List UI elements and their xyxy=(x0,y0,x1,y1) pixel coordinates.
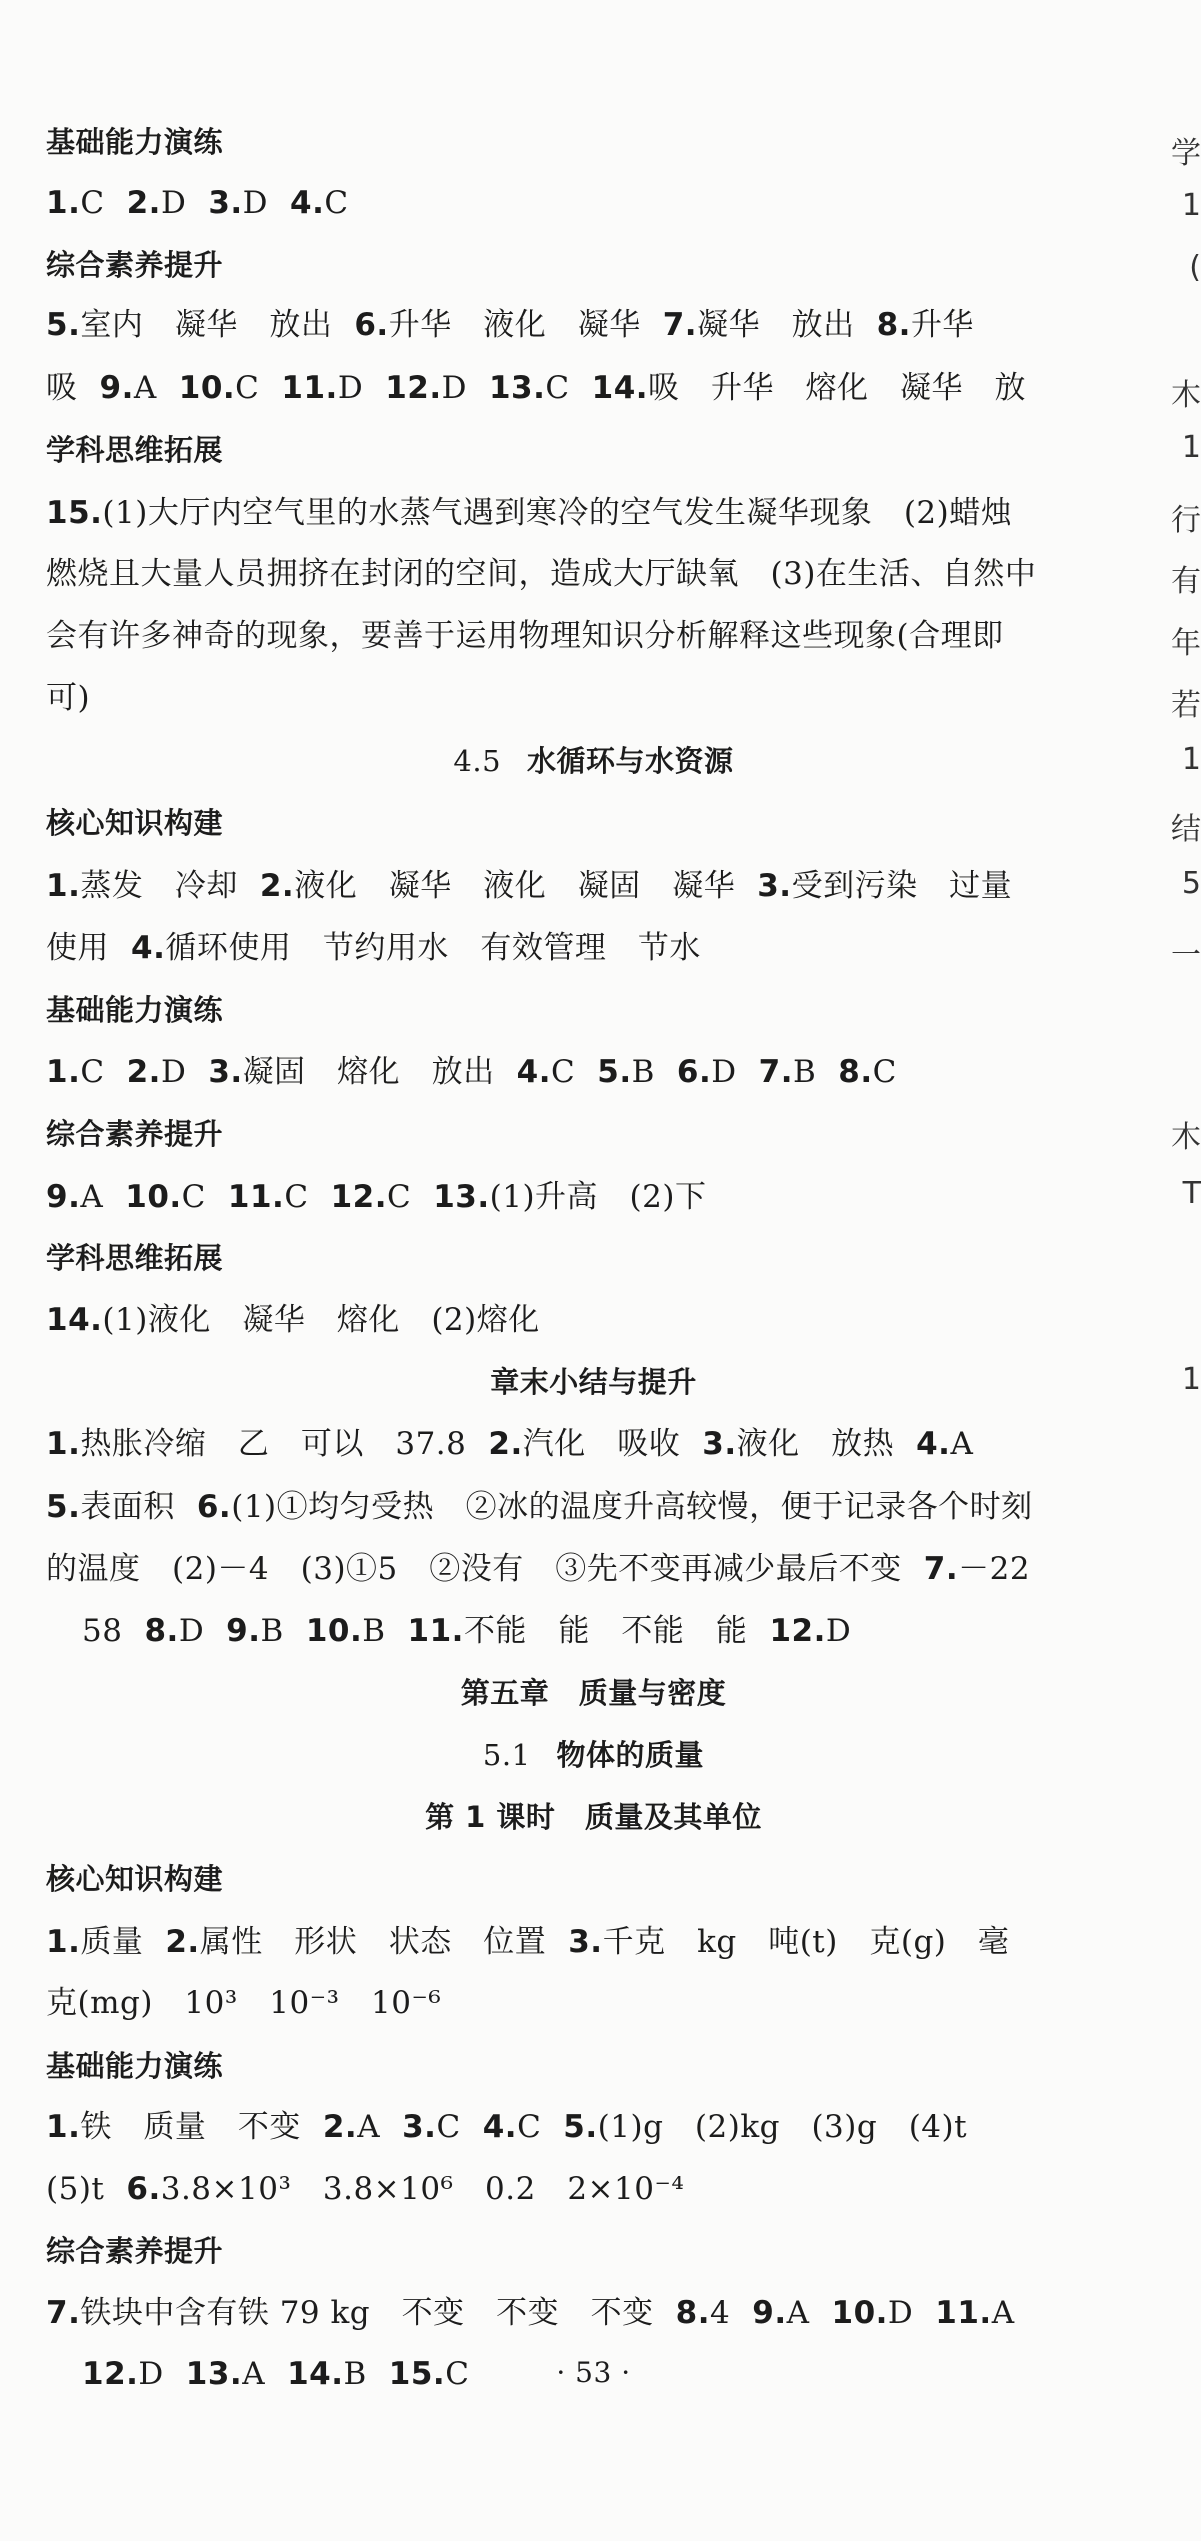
answer-text: A xyxy=(357,2109,381,2145)
answer-text: B xyxy=(631,1054,655,1090)
edge-glyph: 一 xyxy=(1171,938,1201,973)
answer-item xyxy=(832,2295,914,2331)
answer-item xyxy=(127,1054,187,1090)
answer-item xyxy=(402,2109,461,2145)
edge-glyph: 学 xyxy=(1171,136,1201,171)
answer-text: D xyxy=(160,1054,187,1090)
question-number: 6. xyxy=(126,2171,161,2207)
answer-text: 室内 凝华 放出 xyxy=(80,307,333,343)
edge-glyph: 1 xyxy=(1181,1362,1201,1397)
question-number: 9. xyxy=(46,1179,81,1215)
edge-glyph: 1 xyxy=(1181,742,1201,777)
answer-item xyxy=(663,307,855,343)
answer-text: 3.8×10³ 3.8×10⁶ 0.2 2×10⁻⁴ xyxy=(160,2171,685,2207)
answer-item xyxy=(208,185,268,221)
answer-item xyxy=(677,1054,737,1090)
question-number: 4. xyxy=(482,2109,518,2145)
question-number: 7. xyxy=(758,1054,793,1090)
answer-text: 吸 xyxy=(46,370,78,406)
question-number: 1. xyxy=(46,1054,81,1090)
answer-text: 升华 液化 凝华 xyxy=(388,307,641,343)
lesson-title xyxy=(0,741,1187,781)
answer-item xyxy=(488,1426,680,1462)
question-number: 8. xyxy=(144,1613,179,1649)
question-number: 8. xyxy=(838,1054,873,1090)
answer-item xyxy=(46,2109,301,2145)
answer-text: A xyxy=(242,2356,266,2392)
answer-text: 4 xyxy=(710,2295,731,2331)
lesson-title-text: 水循环与水资源 xyxy=(527,744,734,778)
answer-line xyxy=(46,2169,706,2209)
answer-text: C xyxy=(235,370,260,406)
answer-item xyxy=(46,370,78,406)
answer-text: 升华 xyxy=(910,307,974,343)
answer-text: A xyxy=(950,1426,974,1462)
answer-line xyxy=(46,554,1058,594)
answer-text: 质量 xyxy=(80,1924,144,1960)
answer-text: D xyxy=(441,370,467,406)
question-number: 1. xyxy=(46,1924,81,1960)
question-number: 9. xyxy=(752,2295,787,2331)
answer-line xyxy=(46,1052,919,1092)
answer-text: 热胀冷缩 乙 可以 37.8 xyxy=(80,1426,467,1462)
answer-item xyxy=(46,1489,175,1525)
answer-item xyxy=(46,1426,466,1462)
question-number: 10. xyxy=(831,2295,888,2331)
question-number: 7. xyxy=(662,307,698,343)
answer-text: 液化 放热 xyxy=(736,1426,895,1462)
answer-item xyxy=(127,185,187,221)
answer-line xyxy=(46,1424,995,1464)
answer-text: D xyxy=(160,185,187,221)
question-number: 2. xyxy=(126,185,161,221)
section-heading: 核心知识构建 xyxy=(46,806,224,840)
edge-glyph: 1 xyxy=(1181,188,1201,223)
question-number: 5. xyxy=(46,1489,81,1525)
answer-text: 会有许多神奇的现象，要善于运用物理知识分析解释这些现象(合理即 xyxy=(46,618,1004,654)
answer-text: 凝固 熔化 放出 xyxy=(242,1054,495,1090)
question-number: 1. xyxy=(46,868,81,904)
answer-line xyxy=(46,1983,463,2023)
section-heading: 综合素养提升 xyxy=(46,248,224,282)
section-heading: 学科思维拓展 xyxy=(46,1241,224,1275)
answer-item xyxy=(46,1054,105,1090)
answer-text: D xyxy=(138,2356,164,2392)
answer-text: A xyxy=(133,370,157,406)
question-number: 1. xyxy=(46,185,81,221)
answer-text: C xyxy=(80,185,105,221)
answer-text: D xyxy=(825,1613,852,1649)
lesson-title-text: 章末小结与提升 xyxy=(490,1365,697,1399)
question-number: 6. xyxy=(676,1054,712,1090)
answer-line xyxy=(46,1300,562,1340)
answer-text: 58 xyxy=(82,1613,123,1649)
answer-item xyxy=(916,1426,973,1462)
question-number: 12. xyxy=(385,370,442,406)
edge-glyph: 木 xyxy=(1171,378,1201,413)
answer-item xyxy=(46,2295,654,2331)
answer-item xyxy=(46,2171,104,2207)
answer-text: 不能 能 不能 能 xyxy=(463,1613,748,1649)
answer-text: (1)升高 (2)下 xyxy=(489,1179,707,1215)
question-number: 11. xyxy=(227,1179,285,1215)
answer-text: 可) xyxy=(46,680,91,716)
answer-item xyxy=(752,2295,809,2331)
answer-text: (1)①均匀受热 ②冰的温度升高较慢，便于记录各个时刻 xyxy=(231,1489,1033,1525)
answer-text: C xyxy=(80,1054,105,1090)
answer-item xyxy=(306,1613,386,1649)
question-number: 12. xyxy=(330,1179,387,1215)
answer-item xyxy=(924,1551,1030,1587)
answer-text: 千克 kg 吨(t) 克(g) 毫 xyxy=(602,1924,1010,1960)
answer-text: 使用 xyxy=(46,930,109,966)
question-number: 8. xyxy=(675,2295,711,2331)
answer-text: B xyxy=(260,1613,284,1649)
lesson-title xyxy=(0,1362,1187,1402)
answer-text: 循环使用 节约用水 有效管理 节水 xyxy=(165,930,701,966)
question-number: 6. xyxy=(196,1489,232,1525)
answer-text: C xyxy=(324,185,349,221)
answer-line xyxy=(46,866,1034,906)
answer-text: 蒸发 冷却 xyxy=(80,868,238,904)
answer-item xyxy=(331,1179,412,1215)
question-number: 14. xyxy=(591,370,649,406)
answer-item xyxy=(281,370,363,406)
answer-item xyxy=(323,2109,380,2145)
answer-text: 铁 质量 不变 xyxy=(80,2109,301,2145)
lesson-title xyxy=(0,1735,1187,1775)
question-number: 13. xyxy=(433,1179,490,1215)
edge-glyph: 结 xyxy=(1171,812,1201,847)
lesson-title-text: 物体的质量 xyxy=(556,1738,705,1772)
answer-item xyxy=(46,1179,103,1215)
answer-text: 表面积 xyxy=(80,1489,175,1525)
question-number: 5. xyxy=(46,307,81,343)
section-heading: 基础能力演练 xyxy=(46,125,224,159)
answer-line xyxy=(46,493,1034,533)
answer-item xyxy=(46,1551,902,1587)
answer-text: (1)液化 凝华 熔化 (2)熔化 xyxy=(102,1302,540,1338)
answer-item xyxy=(838,1054,897,1090)
answer-item xyxy=(228,1179,309,1215)
answer-text: C xyxy=(872,1054,897,1090)
answer-item xyxy=(46,1302,540,1338)
answer-item xyxy=(46,556,1036,592)
answer-line xyxy=(46,616,1026,656)
edge-glyph: 有 xyxy=(1171,564,1201,599)
section-heading: 学科思维拓展 xyxy=(46,433,224,467)
answer-text: (5)t xyxy=(46,2171,105,2207)
answer-item xyxy=(126,2171,684,2207)
question-number: 2. xyxy=(126,1054,161,1090)
edge-glyph: 若 xyxy=(1171,688,1201,723)
answer-item xyxy=(757,868,1012,904)
answer-text: 属性 形状 状态 位置 xyxy=(199,1924,547,1960)
answer-text: 克(mg) 10³ 10⁻³ 10⁻⁶ xyxy=(46,1985,442,2021)
question-number: 3. xyxy=(208,185,243,221)
answer-line xyxy=(46,183,371,223)
answer-text: 凝华 放出 xyxy=(697,307,855,343)
question-number: 3. xyxy=(208,1054,243,1090)
answer-item xyxy=(385,370,467,406)
answer-item xyxy=(208,1054,494,1090)
answer-text: C xyxy=(181,1179,206,1215)
answer-text: 燃烧且大量人员拥挤在封闭的空间，造成大厅缺氧 (3)在生活、自然中 xyxy=(46,556,1037,592)
section-heading: 综合素养提升 xyxy=(46,2234,224,2268)
edge-glyph: 1 xyxy=(1181,430,1201,465)
question-number: 12. xyxy=(769,1613,826,1649)
answer-text: 铁块中含有铁 79 kg 不变 不变 不变 xyxy=(80,2295,654,2331)
answer-text: A xyxy=(991,2295,1015,2331)
answer-text: A xyxy=(786,2295,810,2331)
section-heading: 基础能力演练 xyxy=(46,993,224,1027)
answer-item xyxy=(290,185,349,221)
answer-text: C xyxy=(445,2356,470,2392)
question-number: 7. xyxy=(923,1551,959,1587)
question-number: 13. xyxy=(488,370,546,406)
answer-text: －22 xyxy=(958,1551,1031,1587)
section-heading: 核心知识构建 xyxy=(46,1862,224,1896)
answer-text: C xyxy=(545,370,570,406)
question-number: 1. xyxy=(46,2109,81,2145)
answer-item xyxy=(46,1924,143,1960)
answer-line xyxy=(46,305,996,345)
answer-item xyxy=(100,370,157,406)
question-number: 11. xyxy=(935,2295,992,2331)
question-number: 2. xyxy=(259,868,295,904)
answer-item xyxy=(46,618,1004,654)
answer-item xyxy=(408,1613,748,1649)
question-number: 14. xyxy=(287,2356,344,2392)
answer-text: A xyxy=(80,1179,104,1215)
answer-item xyxy=(769,1613,851,1649)
answer-text: D xyxy=(337,370,364,406)
question-number: 9. xyxy=(226,1613,261,1649)
answer-text: (1)大厅内空气里的水蒸气遇到寒冷的空气发生凝华现象 (2)蜡烛 xyxy=(102,495,1013,531)
answer-item xyxy=(433,1179,706,1215)
answer-text: C xyxy=(517,2109,542,2145)
answer-text: 受到污染 过量 xyxy=(791,868,1013,904)
answer-text: C xyxy=(436,2109,461,2145)
answer-line xyxy=(82,1611,873,1651)
answer-item xyxy=(179,370,260,406)
adjacent-page-edge xyxy=(1169,0,1201,2541)
question-number: 2. xyxy=(488,1426,523,1462)
question-number: 15. xyxy=(46,495,103,531)
answer-text: C xyxy=(386,1179,412,1215)
answer-item xyxy=(759,1054,817,1090)
answer-item xyxy=(597,1054,655,1090)
question-number: 3. xyxy=(757,868,792,904)
answer-item xyxy=(165,1924,546,1960)
edge-glyph: 5 xyxy=(1181,866,1201,901)
answer-item xyxy=(46,307,332,343)
question-number: 3. xyxy=(402,2109,437,2145)
question-number: 10. xyxy=(178,370,236,406)
edge-glyph: T xyxy=(1182,1176,1201,1211)
answer-text: D xyxy=(242,185,269,221)
question-number: 14. xyxy=(46,1302,103,1338)
edge-glyph: ( xyxy=(1189,250,1201,285)
question-number: 10. xyxy=(125,1179,182,1215)
question-number: 6. xyxy=(354,307,389,343)
question-number: 3. xyxy=(568,1924,603,1960)
answer-item xyxy=(46,868,238,904)
answer-item xyxy=(82,1613,122,1649)
lesson-title xyxy=(0,1797,1187,1837)
lesson-title-text: 第 1 课时 质量及其单位 xyxy=(425,1800,762,1834)
answer-item xyxy=(125,1179,206,1215)
answer-item xyxy=(46,1985,441,2021)
question-number: 9. xyxy=(99,370,134,406)
edge-glyph: 行 xyxy=(1171,503,1201,538)
answer-text: B xyxy=(792,1054,817,1090)
answer-item xyxy=(354,307,640,343)
answer-line xyxy=(46,1487,1055,1527)
question-number: 10. xyxy=(305,1613,363,1649)
answer-text: 吸 升华 熔化 凝华 放 xyxy=(648,370,1027,406)
answer-item xyxy=(935,2295,1014,2331)
answer-item xyxy=(46,680,90,716)
answer-item xyxy=(260,868,735,904)
question-number: 5. xyxy=(597,1054,632,1090)
answer-text: D xyxy=(711,1054,737,1090)
answer-item xyxy=(131,930,701,966)
question-number: 11. xyxy=(281,370,338,406)
answer-item xyxy=(702,1426,894,1462)
answer-item xyxy=(483,2109,542,2145)
answer-item xyxy=(676,2295,731,2331)
answer-item xyxy=(592,370,1026,406)
question-number: 4. xyxy=(916,1426,951,1462)
answer-line xyxy=(46,1549,1052,1589)
question-number: 4. xyxy=(131,930,166,966)
lesson-title xyxy=(0,1673,1187,1713)
question-number: 2. xyxy=(322,2109,358,2145)
answer-text: B xyxy=(362,1613,386,1649)
answer-text: D xyxy=(178,1613,205,1649)
answer-line xyxy=(46,2107,989,2147)
answer-line xyxy=(46,1922,1031,1962)
question-number: 3. xyxy=(702,1426,737,1462)
question-number: 4. xyxy=(290,185,325,221)
answer-item xyxy=(46,495,1012,531)
lesson-number: 5.1 xyxy=(482,1738,531,1772)
question-number: 7. xyxy=(46,2295,81,2331)
question-number: 1. xyxy=(46,1426,81,1462)
question-number: 13. xyxy=(185,2356,243,2392)
question-number: 4. xyxy=(516,1054,552,1090)
answer-text: 汽化 吸收 xyxy=(522,1426,681,1462)
question-number: 12. xyxy=(82,2356,139,2392)
answer-line xyxy=(46,1177,728,1217)
edge-glyph: 木 xyxy=(1171,1120,1201,1155)
answer-text: B xyxy=(343,2356,367,2392)
section-heading: 基础能力演练 xyxy=(46,2049,224,2083)
lesson-title-text: 第五章 质量与密度 xyxy=(460,1676,727,1710)
answer-text: 的温度 (2)－4 (3)①5 ②没有 ③先不变再减少最后不变 xyxy=(46,1551,902,1587)
edge-glyph: 年 xyxy=(1171,626,1201,661)
answer-item xyxy=(144,1613,204,1649)
answer-line xyxy=(46,368,1048,408)
answer-text: D xyxy=(887,2295,914,2331)
answer-item xyxy=(563,2109,967,2145)
answer-text: C xyxy=(551,1054,576,1090)
answer-line xyxy=(46,928,723,968)
answer-item xyxy=(489,370,570,406)
answer-line xyxy=(46,2293,1037,2333)
lesson-number: 4.5 xyxy=(453,744,502,778)
answer-item xyxy=(877,307,974,343)
question-number: 8. xyxy=(876,307,911,343)
question-number: 2. xyxy=(165,1924,200,1960)
answer-item xyxy=(46,930,109,966)
answer-text: 液化 凝华 液化 凝固 凝华 xyxy=(294,868,736,904)
answer-text: C xyxy=(284,1179,309,1215)
question-number: 11. xyxy=(407,1613,464,1649)
answer-item xyxy=(226,1613,284,1649)
answer-text: (1)g (2)kg (3)g (4)t xyxy=(597,2109,968,2145)
answer-item xyxy=(46,185,105,221)
question-number: 5. xyxy=(563,2109,598,2145)
answer-item xyxy=(517,1054,576,1090)
answer-item xyxy=(568,1924,1009,1960)
section-heading: 综合素养提升 xyxy=(46,1117,224,1151)
answer-line xyxy=(46,678,112,718)
question-number: 15. xyxy=(388,2356,446,2392)
page-number: · 53 · xyxy=(556,2356,631,2389)
answer-item xyxy=(197,1489,1033,1525)
